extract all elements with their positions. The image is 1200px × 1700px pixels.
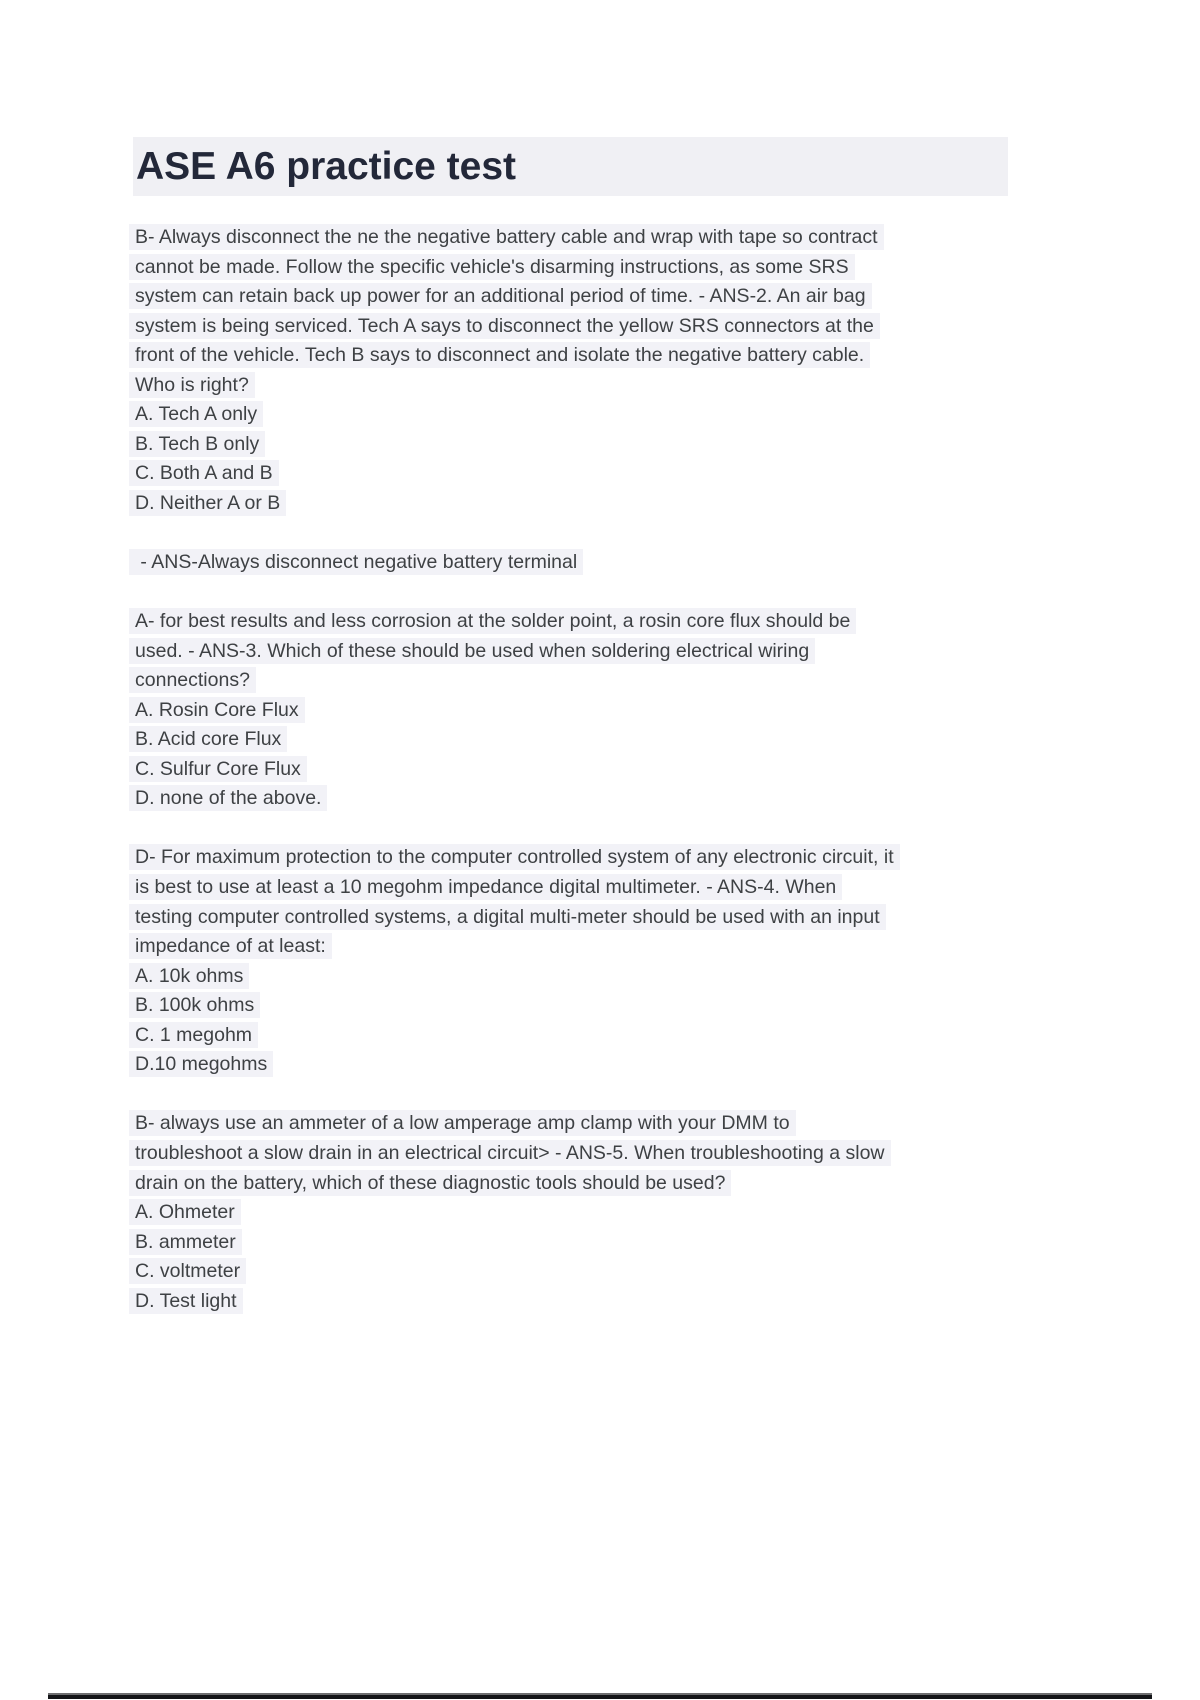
text-line: - ANS-Always disconnect negative battery terminal — [135, 548, 1135, 578]
question-block-3 — [135, 607, 1135, 814]
text-line: D.10 megohms — [135, 1050, 1135, 1080]
text-line: A- for best results and less corrosion at the solder point, a rosin core flux should be — [135, 607, 1135, 637]
text-line: C. 1 megohm — [135, 1021, 1135, 1051]
text-line: front of the vehicle. Tech B says to disconnect and isolate the negative battery cable. — [135, 341, 1135, 371]
page-footer-bar — [48, 1693, 1152, 1699]
text-line: connections? — [135, 666, 1135, 696]
text-line: D. Test light — [135, 1287, 1135, 1317]
question-block-4 — [135, 843, 1135, 1079]
page-title: ASE A6 practice test — [136, 145, 517, 188]
text-line: A. Rosin Core Flux — [135, 696, 1135, 726]
text-line: D. none of the above. — [135, 784, 1135, 814]
text-line: C. Sulfur Core Flux — [135, 755, 1135, 785]
text-line: A. Tech A only — [135, 400, 1135, 430]
text-line: system is being serviced. Tech A says to disconnect the yellow SRS connectors at the — [135, 312, 1135, 342]
text-line: drain on the battery, which of these diagnostic tools should be used? — [135, 1169, 1135, 1199]
text-line: B- always use an ammeter of a low amperage amp clamp with your DMM to — [135, 1109, 1135, 1139]
text-line: testing computer controlled systems, a digital multi-meter should be used with an input — [135, 903, 1135, 933]
text-line: Who is right? — [135, 371, 1135, 401]
answer-line-1 — [135, 548, 1135, 578]
text-line: A. Ohmeter — [135, 1198, 1135, 1228]
question-block-5 — [135, 1109, 1135, 1316]
text-line: B. ammeter — [135, 1228, 1135, 1258]
text-line: B. Tech B only — [135, 430, 1135, 460]
text-line: D- For maximum protection to the computer controlled system of any electronic circuit, it — [135, 843, 1135, 873]
text-line: system can retain back up power for an additional period of time. - ANS-2. An air bag — [135, 282, 1135, 312]
page-title-highlight — [133, 137, 1008, 196]
question-block-2 — [135, 223, 1135, 518]
text-line: B- Always disconnect the ne the negative battery cable and wrap with tape so contract — [135, 223, 1135, 253]
text-line: B. Acid core Flux — [135, 725, 1135, 755]
text-line: cannot be made. Follow the specific vehicle's disarming instructions, as some SRS — [135, 253, 1135, 283]
text-line: used. - ANS-3. Which of these should be used when soldering electrical wiring — [135, 637, 1135, 667]
text-line: impedance of at least: — [135, 932, 1135, 962]
text-line: is best to use at least a 10 megohm impedance digital multimeter. - ANS-4. When — [135, 873, 1135, 903]
text-line: A. 10k ohms — [135, 962, 1135, 992]
text-line: C. voltmeter — [135, 1257, 1135, 1287]
text-line: C. Both A and B — [135, 459, 1135, 489]
document-body — [135, 223, 1135, 1346]
text-line: B. 100k ohms — [135, 991, 1135, 1021]
text-line: D. Neither A or B — [135, 489, 1135, 519]
text-line: troubleshoot a slow drain in an electrical circuit> - ANS-5. When troubleshooting a slow — [135, 1139, 1135, 1169]
